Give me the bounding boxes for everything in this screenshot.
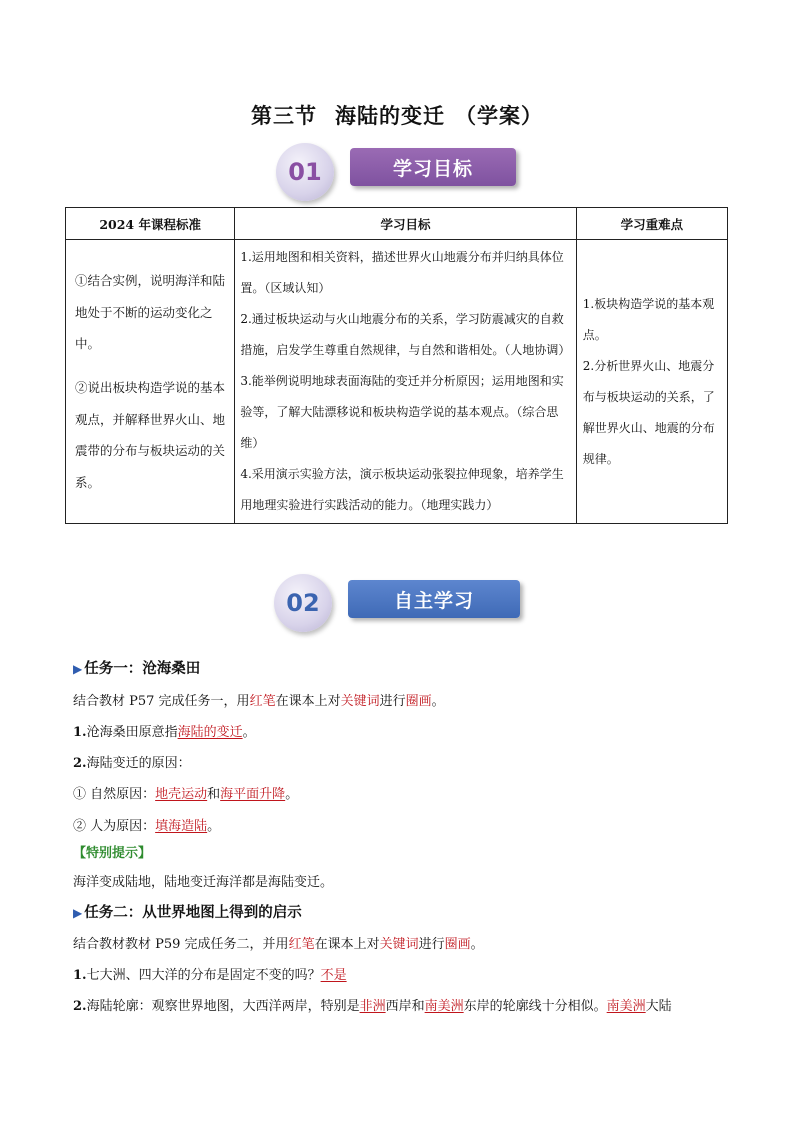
objective-item: 4.采用演示实验方法，演示板块运动张裂拉伸现象，培养学生用地理实验进行实践活动的能力。（地理实践力） — [240, 467, 564, 512]
header-standard: 2024 年课程标准 — [66, 208, 235, 240]
task2-heading: ▶ 任务二：从世界地图上得到的启示 — [73, 904, 302, 921]
triangle-bullet-icon: ▶ — [73, 662, 83, 676]
objective-item: 3.能举例说明地球表面海陆的变迁并分析原因；运用地图和实验等，了解大陆漂移说和板块构造学说的基本观点。（综合思维） — [240, 374, 564, 450]
standard-item: ②说出板块构造学说的基本观点，并解释世界火山、地震带的分布与板块运动的关系。 — [75, 380, 226, 490]
difficulty-item: 2.分析世界火山、地震分布与板块运动的关系，了解世界火山、地震的分布规律。 — [582, 358, 715, 466]
answer: 海陆的变迁 — [177, 725, 243, 740]
special-tip-label: 【特别提示】 — [73, 846, 152, 861]
task2-intro: 结合教材教材 P59 完成任务二，并用红笔在课本上对关键词进行圈画。 — [73, 937, 484, 952]
task2-question-2: 2.海陆轮廓：观察世界地图，大西洋两岸，特别是非洲西岸和南美洲东岸的轮廓线十分相似。南美洲大陆 — [73, 999, 672, 1014]
triangle-bullet-icon: ▶ — [73, 906, 83, 920]
learning-goals-table — [65, 207, 728, 524]
header-objectives: 学习目标 — [235, 208, 576, 240]
special-tip-text: 海洋变成陆地，陆地变迁海洋都是海陆变迁。 — [73, 875, 334, 890]
difficulties-cell — [576, 240, 727, 524]
answer: 南美洲 — [606, 999, 646, 1014]
answer: 地壳运动 — [155, 787, 208, 802]
section-number-badge: 02 — [274, 574, 332, 632]
header-difficulties: 学习重难点 — [576, 208, 727, 240]
objectives-cell — [235, 240, 576, 524]
task2-question-1: 1.七大洲、四大洋的分布是固定不变的吗？不是 — [73, 968, 347, 983]
task1-intro: 结合教材 P57 完成任务一，用红笔在课本上对关键词进行圈画。 — [73, 694, 445, 709]
answer: 海平面升降 — [220, 787, 286, 802]
section-number-badge: 01 — [276, 143, 334, 201]
task1-heading: ▶ 任务一：沧海桑田 — [73, 660, 201, 677]
answer: 不是 — [320, 968, 347, 983]
section-label: 自主学习 — [348, 580, 520, 618]
task1-reason-natural: ① 自然原因：地壳运动和海平面升降。 — [73, 787, 299, 802]
standard-item: ①结合实例，说明海洋和陆地处于不断的运动变化之中。 — [75, 273, 226, 351]
task1-question-1: 1.沧海桑田原意指海陆的变迁。 — [73, 725, 256, 740]
difficulty-item: 1.板块构造学说的基本观点。 — [582, 296, 715, 342]
section-label: 学习目标 — [350, 148, 516, 186]
task1-reason-human: ② 人为原因：填海造陆。 — [73, 819, 221, 834]
answer: 南美洲 — [424, 999, 464, 1014]
table-header-row — [66, 208, 728, 240]
task1-question-2: 2.海陆变迁的原因： — [73, 756, 191, 771]
objective-item: 1.运用地图和相关资料，描述世界火山地震分布并归纳具体位置。（区域认知） — [240, 250, 564, 295]
objective-item: 2.通过板块运动与火山地震分布的关系，学习防震减灾的自救措施，启发学生尊重自然规律，与自然和谐相处。（人地协调） — [240, 312, 571, 357]
standards-cell — [66, 240, 235, 524]
page-title: 第三节 海陆的变迁 （学案） — [251, 103, 543, 128]
answer: 非洲 — [359, 999, 386, 1014]
table-row — [66, 240, 728, 524]
answer: 填海造陆 — [155, 819, 208, 834]
